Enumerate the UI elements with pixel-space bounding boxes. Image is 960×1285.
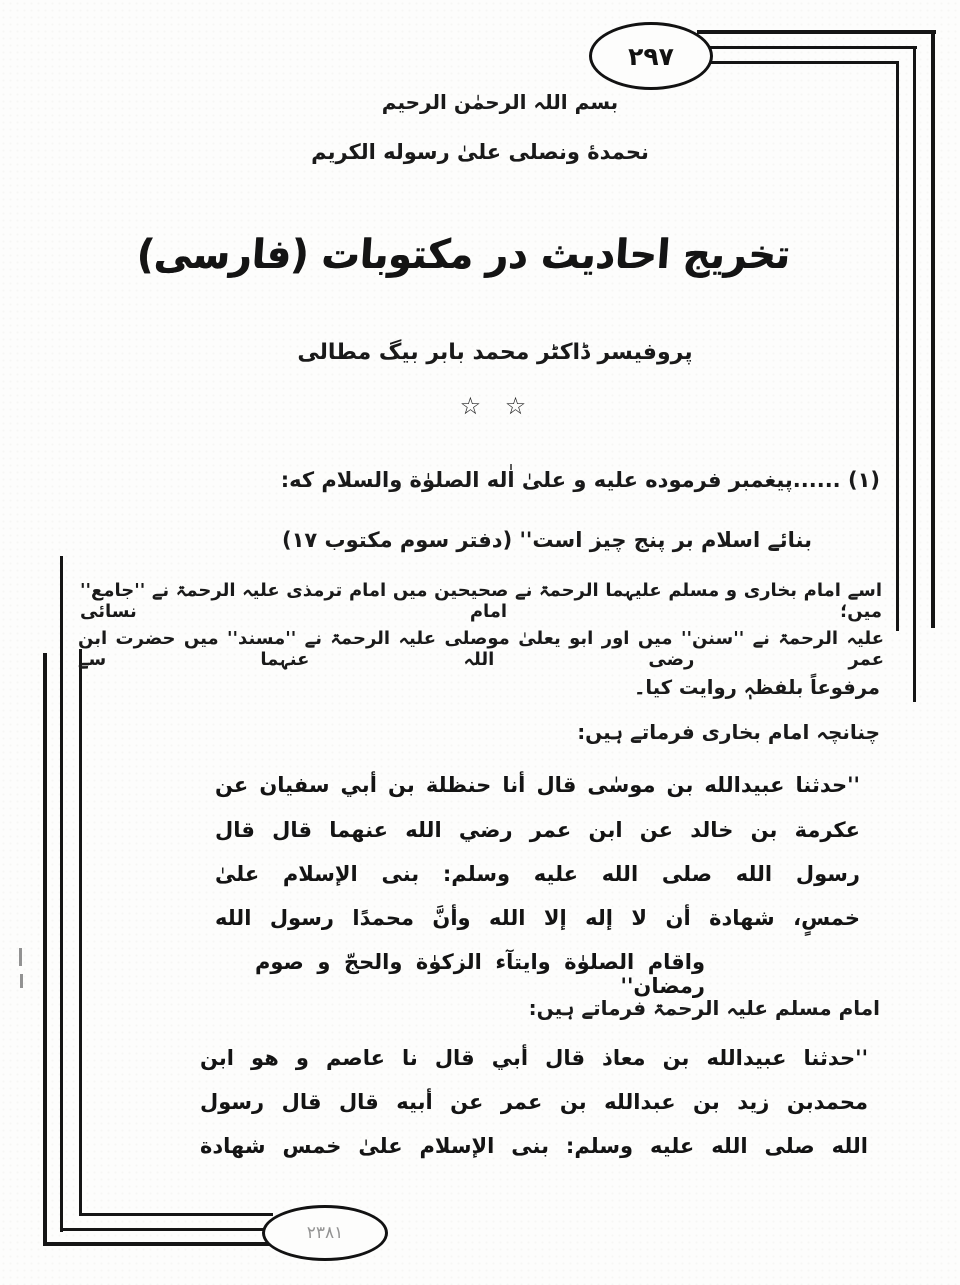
page-number-bottom: ۲۳۸۱ [306,1223,344,1243]
frame-right-inner-vertical [896,61,899,631]
scan-artifact [19,948,22,966]
frame-left-middle-vertical [60,556,63,1232]
tahmid-line: نحمدهٔ ونصلی علیٰ رسوله الکریم [311,140,649,164]
frame-left-inner-vertical [79,649,82,1216]
hadith-bukhari-line-2: عكرمة بن خالد عن ابن عمر رضي الله عنهما قال قال [215,818,860,842]
bismillah-line: بسم اللہ الرحمٰن الرحیم [381,90,619,114]
hadith-muslim-line-2: محمدبن زيد بن عبدالله بن عمر عن أبيه قال قال رسول [200,1090,868,1114]
frame-bottom-inner-horizontal [79,1213,273,1216]
frame-bottom-middle-horizontal [60,1228,273,1231]
article-title: تخریج احادیث در مکتوبات (فارسی) [135,230,792,278]
frame-right-middle-vertical [913,46,916,702]
bukhari-intro: چنانچہ امام بخاری فرماتے ہیں: [577,720,880,744]
frame-bottom-outer-horizontal [43,1242,273,1246]
frame-top-outer-horizontal [697,30,936,34]
divider-stars-icon: ☆ ☆ [459,392,535,420]
hadith-muslim-line-3: الله صلى الله عليه وسلم: بنى الإسلام علىٰ خمس شهادة [200,1134,868,1158]
hadith-muslim-line-1: ''حدثنا عبيدالله بن معاذ قال أبي قال نا عاصم و هو ابن [200,1046,868,1070]
author-name: پروفیسر ڈاکٹر محمد بابر بیگ مطالی [297,340,693,365]
paragraph-opening: (۱) ......پیغمبر فرموده علیه و علیٰ اٰله الصلوٰة والسلام که: [280,468,880,492]
scan-artifact [20,974,23,988]
farsi-quote: بنائے اسلام بر پنج چیز است'' (دفتر سوم مکتوب ۱۷) [281,528,812,552]
hadith-bukhari-line-1: ''حدثنا عبيدالله بن موسٰى قال أنا حنظلة بن أبي سفيان عن [215,773,860,797]
hadith-bukhari-line-5: واقام الصلوٰة وايتآء الزكوٰة والحجّ و صوم رمضان'' [255,950,705,998]
takhrij-para-line-3: مرفوعاً بلفظہٖ روایت کیا۔ [634,676,880,699]
page-number-badge-top [589,22,713,90]
frame-right-outer-vertical [931,30,935,628]
hadith-bukhari-line-4: خمسٍ، شهادة أن لا إله إلا الله وأنَّ محمدًا رسول الله [215,906,860,930]
takhrij-para-line-2: علیہ الرحمۃ نے ''سنن'' میں اور ابو یعلیٰ موصلی علیہ الرحمۃ نے ''مسند'' میں حضرت ابن عمر رضی اللہ عنہما سے [78,628,884,670]
muslim-intro: امام مسلم علیہ الرحمۃ فرماتے ہیں: [528,996,880,1020]
hadith-bukhari-line-3: رسول الله صلى الله عليه وسلم: بنى الإسلام علىٰ [215,862,860,886]
page-number-badge-bottom [262,1205,388,1261]
page-number-top: ۲۹۷ [628,41,674,71]
frame-top-middle-horizontal [703,46,917,49]
frame-top-inner-horizontal [708,61,899,64]
takhrij-para-line-1: اسے امام بخاری و مسلم علیہما الرحمۃ نے صحیحین میں امام ترمذی علیہ الرحمۃ نے ''جامع'' میں؛ امام نسائی [80,580,882,622]
frame-left-outer-vertical [43,653,47,1246]
